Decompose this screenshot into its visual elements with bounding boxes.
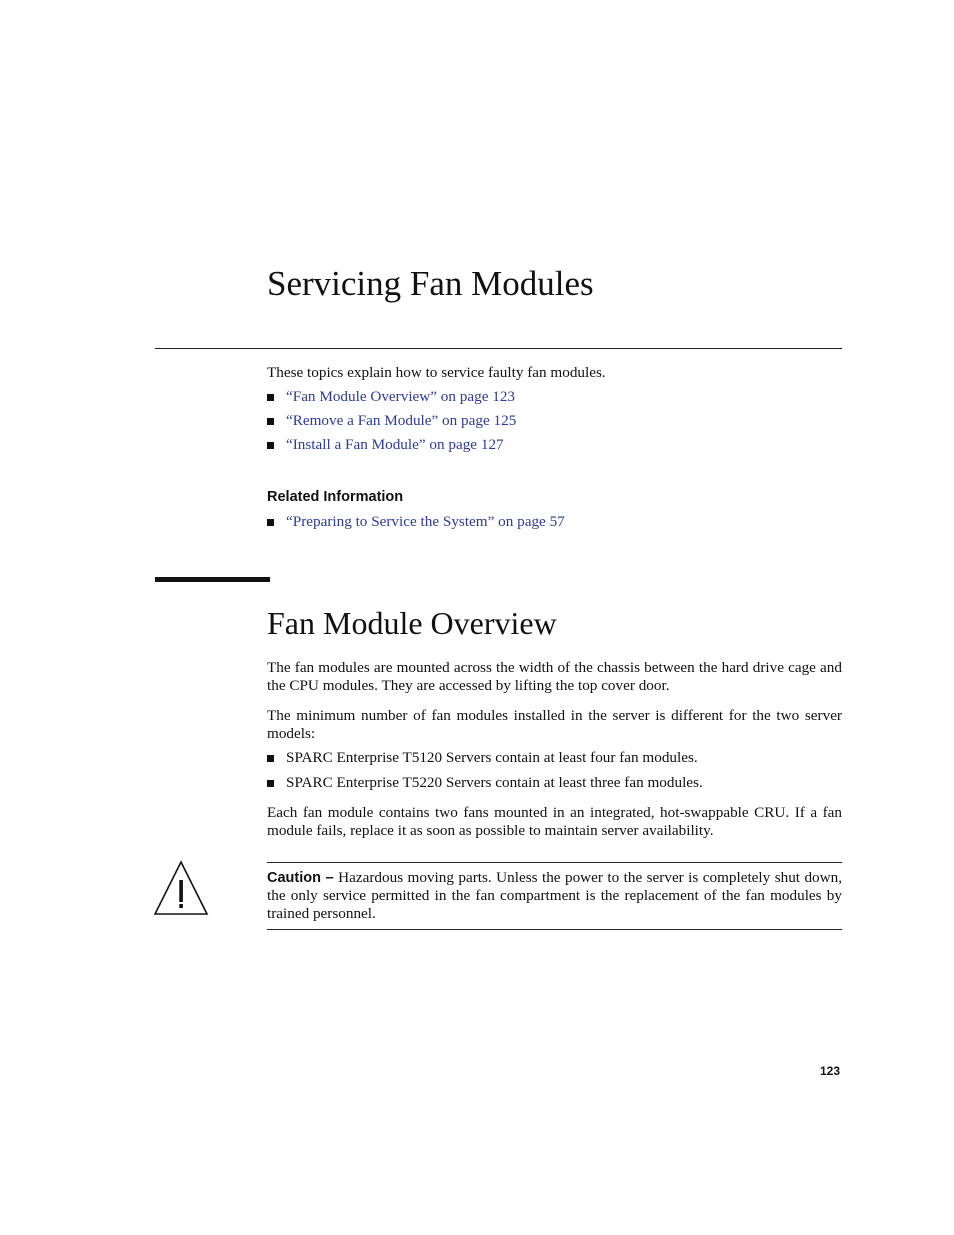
bullet-square-icon bbox=[267, 418, 274, 425]
topic-link-install-fan-module[interactable]: “Install a Fan Module” on page 127 bbox=[286, 436, 504, 453]
warning-triangle-icon bbox=[154, 860, 210, 916]
caution-box bbox=[267, 862, 842, 930]
list-item bbox=[267, 774, 842, 799]
related-information-heading: Related Information bbox=[267, 489, 404, 505]
bullet-square-icon bbox=[267, 394, 274, 401]
list-item-text: SPARC Enterprise T5120 Servers contain at least four fan modules. bbox=[286, 749, 698, 766]
section-paragraph: Each fan module contains two fans mounted in an integrated, hot-swappable CRU. If a fan module fails, replace it as soon as possible to maintain server availability. bbox=[267, 804, 842, 839]
topic-link-remove-fan-module[interactable]: “Remove a Fan Module” on page 125 bbox=[286, 412, 517, 429]
list-item bbox=[267, 513, 842, 537]
bullet-square-icon bbox=[267, 780, 274, 787]
chapter-divider bbox=[155, 348, 842, 349]
bullet-square-icon bbox=[267, 755, 274, 762]
caution-message bbox=[267, 869, 842, 923]
list-item bbox=[267, 388, 842, 412]
section-paragraph: The minimum number of fan modules installed in the server is different for the two server models: bbox=[267, 707, 842, 742]
list-item bbox=[267, 412, 842, 436]
caution-text: Hazardous moving parts. Unless the power to the server is completely shut down, the only service permitted in the fan compartment is the replacement of the fan modules by trained personnel. bbox=[267, 869, 842, 922]
related-list bbox=[267, 513, 842, 537]
list-item bbox=[267, 436, 842, 460]
section-divider bbox=[155, 577, 270, 582]
page-number: 123 bbox=[819, 1064, 840, 1078]
server-models-list bbox=[267, 749, 842, 799]
list-item bbox=[267, 749, 842, 774]
chapter-title: Servicing Fan Modules bbox=[267, 264, 594, 303]
list-item-text: SPARC Enterprise T5220 Servers contain at least three fan modules. bbox=[286, 774, 703, 791]
topic-link-fan-module-overview[interactable]: “Fan Module Overview” on page 123 bbox=[286, 388, 516, 405]
caution-label: Caution – bbox=[267, 870, 334, 886]
chapter-intro: These topics explain how to service faulty fan modules. bbox=[267, 364, 606, 381]
bullet-square-icon bbox=[267, 442, 274, 449]
bullet-square-icon bbox=[267, 519, 274, 526]
related-link-preparing-to-service[interactable]: “Preparing to Service the System” on page 57 bbox=[286, 513, 565, 530]
topic-list bbox=[267, 388, 842, 460]
section-paragraph: The fan modules are mounted across the width of the chassis between the hard drive cage and the CPU modules. They are accessed by lifting the top cover door. bbox=[267, 659, 842, 694]
section-title: Fan Module Overview bbox=[267, 605, 557, 641]
